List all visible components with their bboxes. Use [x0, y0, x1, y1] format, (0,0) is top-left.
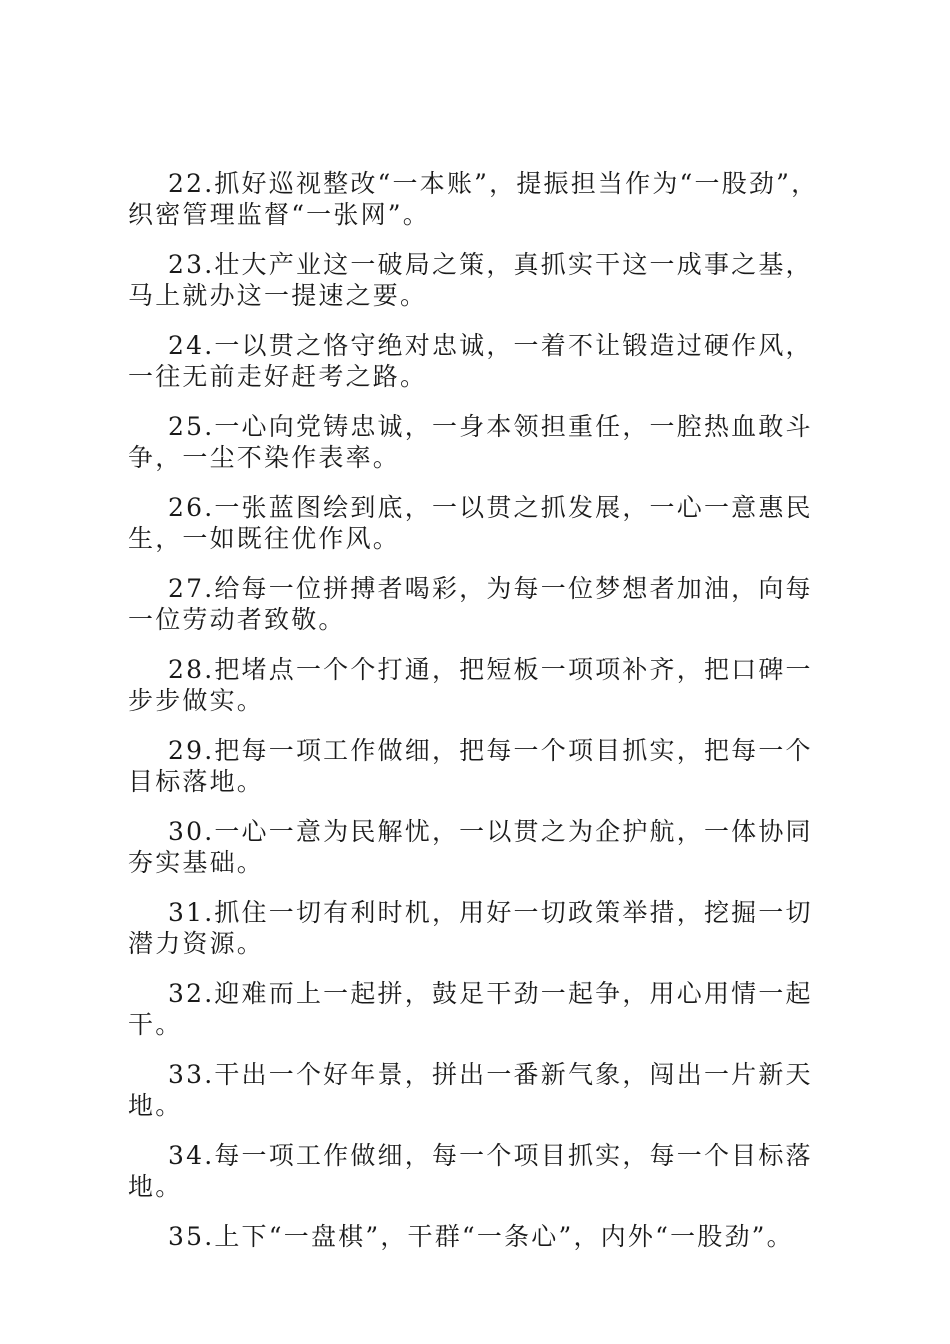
document-body — [128, 168, 833, 1271]
slogan-item-32: 32.迎难而上一起拼，鼓足干劲一起争，用心用情一起干。 — [128, 979, 813, 1039]
slogan-item-31: 31.抓住一切有利时机，用好一切政策举措，挖掘一切潜力资源。 — [128, 898, 813, 958]
slogan-item-35: 35.上下“一盘棋”，干群“一条心”，内外“一股劲”。 — [168, 1222, 794, 1251]
slogan-item-33: 33.干出一个好年景，拼出一番新气象，闯出一片新天地。 — [128, 1060, 813, 1120]
slogan-item-25: 25.一心向党铸忠诚，一身本领担重任，一腔热血敢斗争，一尘不染作表率。 — [128, 412, 813, 472]
slogan-item-27: 27.给每一位拼搏者喝彩，为每一位梦想者加油，向每一位劳动者致敬。 — [128, 574, 813, 634]
slogan-item-26: 26.一张蓝图绘到底，一以贯之抓发展，一心一意惠民生，一如既往优作风。 — [128, 493, 813, 553]
slogan-item-22: 22.抓好巡视整改“一本账”，提振担当作为“一股劲”，织密管理监督“一张网”。 — [128, 169, 819, 229]
slogan-item-34: 34.每一项工作做细，每一个项目抓实，每一个目标落地。 — [128, 1141, 813, 1201]
slogan-item-24: 24.一以贯之恪守绝对忠诚，一着不让锻造过硬作风，一往无前走好赶考之路。 — [128, 331, 813, 391]
slogan-item-29: 29.把每一项工作做细，把每一个项目抓实，把每一个目标落地。 — [128, 736, 813, 796]
slogan-item-28: 28.把堵点一个个打通，把短板一项项补齐，把口碑一步步做实。 — [128, 655, 813, 715]
slogan-item-23: 23.壮大产业这一破局之策，真抓实干这一成事之基，马上就办这一提速之要。 — [128, 250, 813, 310]
slogan-item-30: 30.一心一意为民解忧，一以贯之为企护航，一体协同夯实基础。 — [128, 817, 813, 877]
